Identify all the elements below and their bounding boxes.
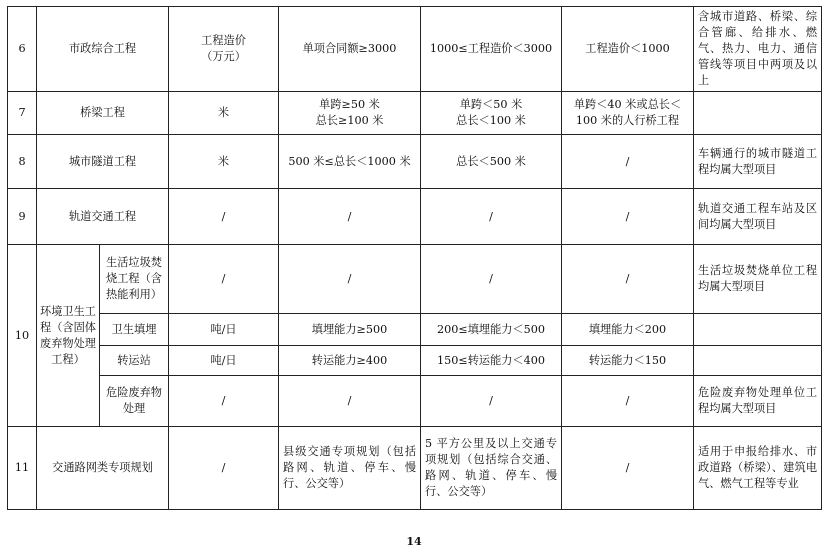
unit-cell: 吨/日	[169, 346, 279, 376]
project-type: 环境卫生工程（含固体废弃物处理工程）	[37, 245, 100, 427]
project-type: 交通路网类专项规划	[37, 427, 169, 510]
medium-scale-cell: 总长＜500 米	[421, 135, 562, 189]
large-scale-cell: /	[279, 189, 421, 245]
table-row	[8, 376, 822, 427]
unit-cell: 米	[169, 135, 279, 189]
table-row	[8, 92, 822, 135]
small-scale-cell: /	[562, 135, 694, 189]
row-number: 10	[8, 245, 37, 427]
note-cell: 生活垃圾焚烧单位工程均属大型项目	[694, 245, 822, 314]
small-scale-cell: 填埋能力＜200	[562, 314, 694, 346]
sub-project-type: 危险废弃物处理	[100, 376, 169, 427]
small-scale-cell: /	[562, 189, 694, 245]
note-cell: 轨道交通工程车站及区间均属大型项目	[694, 189, 822, 245]
table-row	[8, 245, 822, 314]
row-number: 7	[8, 92, 37, 135]
unit-cell: 米	[169, 92, 279, 135]
medium-scale-cell: /	[421, 245, 562, 314]
row-number: 11	[8, 427, 37, 510]
small-scale-cell: 单跨＜40 米或总长＜100 米的人行桥工程	[562, 92, 694, 135]
page-number: 14	[406, 535, 422, 548]
note-cell: 危险废弃物处理单位工程均属大型项目	[694, 376, 822, 427]
table-row	[8, 427, 822, 510]
medium-scale-cell: 1000≤工程造价＜3000	[421, 7, 562, 92]
project-type: 市政综合工程	[37, 7, 169, 92]
medium-scale-cell: 5 平方公里及以上交通专项规划（包括综合交通、路网、轨道、停车、慢行、公交等）	[421, 427, 562, 510]
small-scale-cell: /	[562, 376, 694, 427]
note-cell: 车辆通行的城市隧道工程均属大型项目	[694, 135, 822, 189]
unit-cell: /	[169, 189, 279, 245]
medium-scale-cell: 200≤填埋能力＜500	[421, 314, 562, 346]
project-scale-table	[7, 6, 822, 510]
note-cell: 适用于申报给排水、市政道路（桥梁）、建筑电气、燃气工程等专业	[694, 427, 822, 510]
note-cell	[694, 314, 822, 346]
unit-cell: 工程造价 （万元）	[169, 7, 279, 92]
large-scale-cell: 转运能力≥400	[279, 346, 421, 376]
medium-scale-cell: /	[421, 189, 562, 245]
table-row	[8, 346, 822, 376]
note-cell: 含城市道路、桥梁、综合管廊、给排水、燃气、热力、电力、通信管线等项目中两项及以上	[694, 7, 822, 92]
small-scale-cell: 工程造价＜1000	[562, 7, 694, 92]
project-type: 城市隧道工程	[37, 135, 169, 189]
medium-scale-cell: 单跨＜50 米 总长＜100 米	[421, 92, 562, 135]
large-scale-cell: 单跨≥50 米 总长≥100 米	[279, 92, 421, 135]
sub-project-type: 生活垃圾焚烧工程（含热能利用）	[100, 245, 169, 314]
unit-cell: /	[169, 427, 279, 510]
large-scale-cell: 单项合同额≥3000	[279, 7, 421, 92]
row-number: 6	[8, 7, 37, 92]
project-type: 轨道交通工程	[37, 189, 169, 245]
large-scale-cell: 县级交通专项规划（包括路网、轨道、停车、慢行、公交等）	[279, 427, 421, 510]
sub-project-type: 卫生填埋	[100, 314, 169, 346]
table-row	[8, 7, 822, 92]
small-scale-cell: /	[562, 427, 694, 510]
table-row	[8, 314, 822, 346]
large-scale-cell: /	[279, 245, 421, 314]
unit-cell: /	[169, 245, 279, 314]
small-scale-cell: /	[562, 245, 694, 314]
note-cell	[694, 346, 822, 376]
large-scale-cell: /	[279, 376, 421, 427]
medium-scale-cell: 150≤转运能力＜400	[421, 346, 562, 376]
row-number: 9	[8, 189, 37, 245]
unit-cell: /	[169, 376, 279, 427]
table-row	[8, 189, 822, 245]
small-scale-cell: 转运能力＜150	[562, 346, 694, 376]
medium-scale-cell: /	[421, 376, 562, 427]
sub-project-type: 转运站	[100, 346, 169, 376]
large-scale-cell: 500 米≤总长＜1000 米	[279, 135, 421, 189]
large-scale-cell: 填埋能力≥500	[279, 314, 421, 346]
project-type: 桥梁工程	[37, 92, 169, 135]
unit-cell: 吨/日	[169, 314, 279, 346]
row-number: 8	[8, 135, 37, 189]
table-row	[8, 135, 822, 189]
note-cell	[694, 92, 822, 135]
